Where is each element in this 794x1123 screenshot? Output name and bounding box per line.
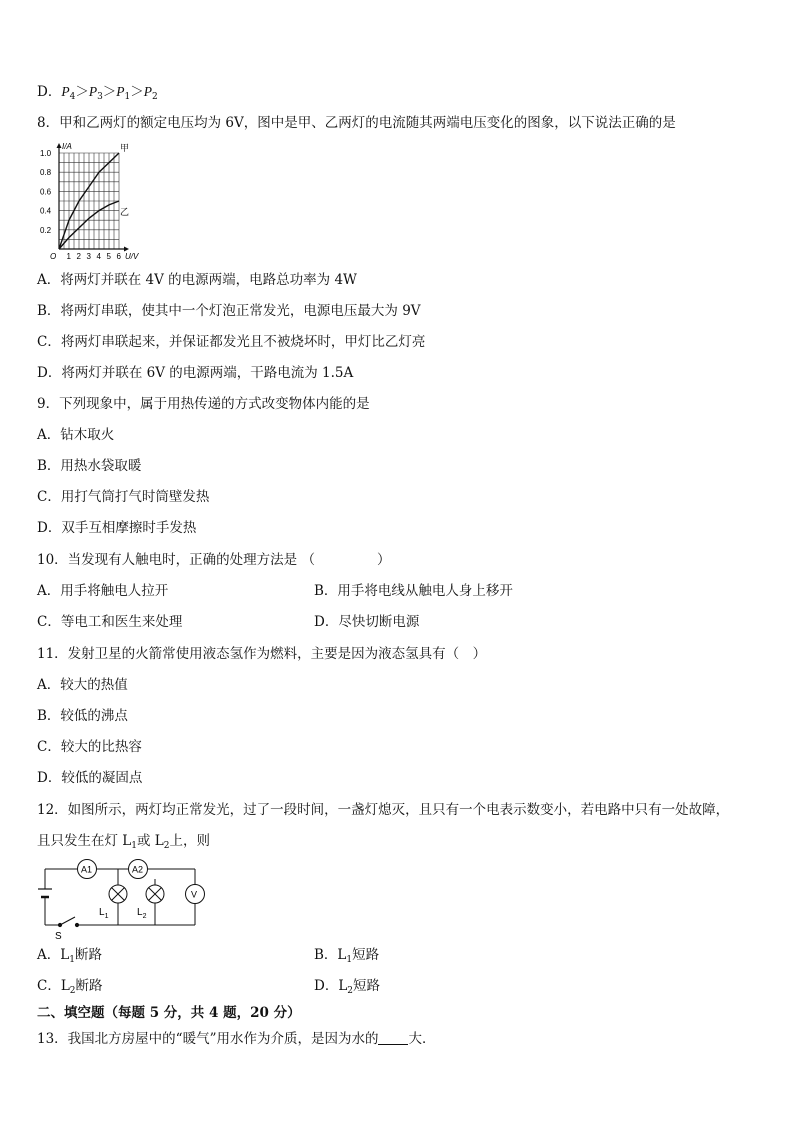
q12-option-a[interactable]: A．$L_1$断路 bbox=[37, 947, 102, 965]
q10-option-d[interactable]: D．尽快切断电源 bbox=[314, 614, 420, 630]
q12-stem-line2: 且只发生在灯 $L_1$或 $L_2$上，则 bbox=[37, 833, 210, 851]
chart-axes bbox=[57, 143, 130, 252]
ammeter-a1-icon bbox=[78, 860, 97, 879]
q12-option-c[interactable]: C．$L_2$断路 bbox=[37, 978, 103, 996]
q7-option-d: D．$P_4>P_3>P_1>P_2$ bbox=[37, 84, 158, 102]
q9-option-d[interactable]: D．双手互相摩擦时手发热 bbox=[37, 520, 197, 536]
ammeter-a2-icon bbox=[129, 860, 156, 879]
lamp-l1-icon bbox=[109, 885, 127, 903]
q10-option-b[interactable]: B．用手将电线从触电人身上移开 bbox=[314, 583, 513, 599]
q11-option-b[interactable]: B．较低的沸点 bbox=[37, 708, 128, 724]
q8-option-b[interactable]: B．将两灯串联，使其中一个灯泡正常发光，电源电压最大为 9V bbox=[37, 303, 421, 319]
chart-grid bbox=[59, 153, 119, 249]
x-axis-label: U/V bbox=[125, 252, 139, 261]
x-tick-label: 2 bbox=[76, 252, 81, 261]
q12-option-b[interactable]: B．$L_1$短路 bbox=[314, 947, 380, 965]
y-tick-label: 1.0 bbox=[40, 149, 52, 158]
switch-icon bbox=[58, 917, 78, 927]
q12-stem-line1: 12．如图所示，两灯均正常发光，过了一段时间，一盏灯熄灭，且只有一个电表示数变小，若电路中只有一处故障， bbox=[37, 802, 730, 818]
section2-heading: 二、填空题（每题 5 分，共 4 题，20 分） bbox=[37, 1005, 301, 1021]
origin-label: O bbox=[50, 252, 57, 261]
series-label: 乙 bbox=[120, 207, 130, 217]
q11-option-d[interactable]: D．较低的凝固点 bbox=[37, 770, 143, 786]
q12-option-d[interactable]: D．$L_2$短路 bbox=[314, 978, 381, 996]
battery-icon bbox=[38, 885, 52, 901]
y-tick-label: 0.6 bbox=[40, 187, 52, 197]
y-tick-label: 0.8 bbox=[40, 168, 52, 178]
switch-label: S bbox=[55, 931, 62, 942]
y-tick-label: 0.4 bbox=[40, 206, 52, 216]
svg-text:V: V bbox=[191, 889, 198, 900]
x-tick-label: 1 bbox=[66, 252, 71, 261]
q8-option-a[interactable]: A．将两灯并联在 4V 的电源两端，电路总功率为 4W bbox=[37, 272, 357, 288]
x-tick-label: 5 bbox=[106, 252, 111, 261]
fill-blank[interactable] bbox=[378, 1030, 408, 1045]
chart-labels bbox=[40, 142, 139, 261]
q11-stem: 11．发射卫星的火箭常使用液态氢作为燃料，主要是因为液态氢具有（ ） bbox=[37, 646, 487, 662]
q10-option-c[interactable]: C．等电工和医生来处理 bbox=[37, 614, 183, 630]
lamp-l2-icon bbox=[146, 885, 164, 903]
q9-option-a[interactable]: A．钻木取火 bbox=[37, 427, 115, 443]
x-tick-label: 6 bbox=[116, 252, 121, 261]
y-axis-arrow bbox=[57, 143, 62, 148]
q10-stem: 10．当发现有人触电时，正确的处理方法是 （ ） bbox=[37, 552, 391, 568]
x-axis-arrow bbox=[124, 247, 129, 252]
q11-option-c[interactable]: C．较大的比热容 bbox=[37, 739, 142, 755]
y-tick-label: 0.2 bbox=[40, 225, 52, 235]
q13-stem: 13．我国北方房屋中的“暖气”用水作为介质，是因为水的 大． bbox=[37, 1031, 436, 1047]
svg-text:A2: A2 bbox=[132, 864, 144, 875]
svg-text:A1: A1 bbox=[81, 864, 93, 875]
lamp-l2-label: $L_2$ bbox=[137, 907, 147, 920]
q8-iu-chart bbox=[35, 140, 145, 262]
q9-option-b[interactable]: B．用热水袋取暖 bbox=[37, 458, 142, 474]
lamp-l1-label: $L_1$ bbox=[99, 907, 109, 920]
q10-option-a[interactable]: A．用手将触电人拉开 bbox=[37, 583, 169, 599]
q12-circuit-diagram bbox=[35, 855, 215, 943]
x-tick-label: 4 bbox=[96, 252, 101, 261]
q9-option-c[interactable]: C．用打气筒打气时筒壁发热 bbox=[37, 489, 210, 505]
q8-option-d[interactable]: D．将两灯并联在 6V 的电源两端，干路电流为 1.5A bbox=[37, 365, 354, 381]
q11-option-a[interactable]: A．较大的热值 bbox=[37, 677, 128, 693]
y-axis-label: I/A bbox=[62, 142, 72, 151]
x-tick-label: 3 bbox=[86, 252, 91, 261]
q8-option-c[interactable]: C．将两灯串联起来，并保证都发光且不被烧坏时，甲灯比乙灯亮 bbox=[37, 334, 426, 350]
series-label: 甲 bbox=[120, 143, 130, 153]
q9-stem: 9．下列现象中，属于用热传递的方式改变物体内能的是 bbox=[37, 396, 370, 412]
voltmeter-icon bbox=[186, 885, 205, 904]
q8-stem: 8．甲和乙两灯的额定电压均为 6V，图中是甲、乙两灯的电流随其两端电压变化的图象，以下说法正确的是 bbox=[37, 115, 676, 131]
